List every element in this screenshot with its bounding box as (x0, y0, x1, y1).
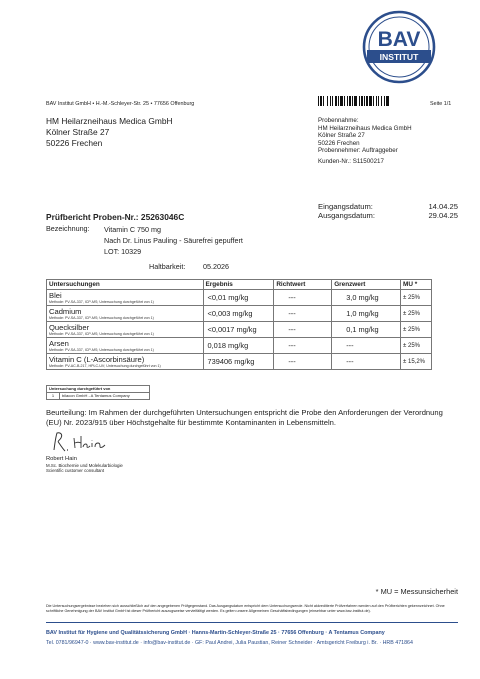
designation-label: Bezeichnung: (46, 224, 90, 233)
barcode-bar (389, 96, 390, 106)
test-name: Vitamin C (L-Ascorbinsäure) (49, 354, 145, 364)
date-received-label: Eingangsdatum: (318, 202, 373, 211)
result-cell: <0,003 mg/kg (203, 306, 274, 322)
table-row (47, 290, 432, 306)
test-cell (47, 290, 204, 306)
footer-company: BAV Institut für Hygiene und Qualitätssicherung GmbH · Hanns-Martin-Schleyer-Straße 25 · 77656 Offenburg · (46, 630, 329, 636)
disclaimer-text: Die Untersuchungsergebnisse beziehen sich ausschließlich auf den angegebenen Prüfgegenstand. Das Ausgangsdatum entspricht dem Untersuchungsende. Nicht akkreditierte Prüfverfahren werden auf den Prüfberichten gekennzeichnet. Ohne schriftliche Genehmigung der BAV Institut GmbH ist dieser Prüfbericht auszugsweise vervielfältigt werden. Es gelten unsere Allgemeinen Geschäftsbedingungen (einsehbar unter www.bav-institut.de). (46, 604, 445, 613)
guide-cell: --- (274, 354, 332, 370)
guide-cell: --- (274, 290, 332, 306)
result-cell: <0,01 mg/kg (203, 290, 274, 306)
test-cell (47, 338, 204, 354)
customer-number: Kunden-Nr.: S11500217 (318, 158, 384, 165)
performed-by-header: Untersuchung durchgeführt von (47, 386, 150, 393)
shelf-life-label: Haltbarkeit: (149, 262, 186, 271)
sender-line: BAV Institut GmbH • H.-M.-Schleyer-Str. 25 • 77656 Offenburg (46, 101, 195, 107)
test-method: Methode: PV-SA-337, ICP-MS; Untersuchung durchgeführt von 1) (49, 331, 154, 336)
table-row (47, 322, 432, 338)
date-issued (318, 211, 458, 220)
sampler-line: HM Heilarzneihaus Medica GmbH (318, 124, 412, 132)
footer-line-2: Tel. 0781/96947-0 · www.bav-institut.de · info@bav-institut.de · GF: Paul Andrei, Julia Paustian, Reiner Schneider · Amtsgericht Freiburg i. Br. · HRB 471864 (46, 640, 413, 646)
sampler-block (318, 117, 412, 155)
signature-block (46, 456, 123, 473)
signatory-title: M.Sc. Biochemie und Molekularbiologie (46, 463, 123, 468)
test-name: Blei (49, 290, 62, 300)
performed-by-number: 1 (47, 393, 60, 400)
designation-block (104, 224, 243, 257)
limit-cell: 1,0 mg/kg (332, 306, 401, 322)
designation-line: LOT: 10329 (104, 247, 142, 256)
signature-image (50, 430, 110, 459)
col-header: Ergebnis (203, 280, 274, 290)
test-name: Quecksilber (49, 322, 90, 332)
logo-text-institut: INSTITUT (379, 52, 419, 62)
footer-tentamus: A Tentamus Company (328, 630, 385, 636)
recipient-line: HM Heilarzneihaus Medica GmbH (46, 116, 173, 126)
signatory-role: Scientific customer consultant (46, 468, 105, 473)
limit-cell: 0,1 mg/kg (332, 322, 401, 338)
result-cell: 0,018 mg/kg (203, 338, 274, 354)
recipient-line: 50226 Frechen (46, 138, 103, 148)
limit-cell: 3,0 mg/kg (332, 290, 401, 306)
test-method: Methode: PV-AC-B-217, HPLC-UV; Untersuchung durchgeführt von 1) (49, 363, 161, 368)
bav-logo (362, 10, 436, 84)
guide-cell: --- (274, 338, 332, 354)
sampler-line: Probennahme: (318, 117, 359, 124)
table-row (47, 354, 432, 370)
test-cell (47, 322, 204, 338)
guide-cell: --- (274, 322, 332, 338)
limit-cell: --- (332, 338, 401, 354)
recipient-address (46, 116, 173, 149)
mu-cell: ± 25% (401, 338, 432, 354)
sampler-line: 50226 Frechen (318, 139, 360, 147)
report-title: Prüfbericht Proben-Nr.: 25263046C (46, 212, 185, 222)
barcode (318, 96, 420, 106)
designation-line: Vitamin C 750 mg (104, 225, 161, 234)
date-received (318, 202, 458, 211)
date-issued-label: Ausgangsdatum: (318, 211, 375, 220)
recipient-line: Kölner Straße 27 (46, 127, 110, 137)
designation-line: Nach Dr. Linus Pauling - Säurefrei gepuffert (104, 236, 243, 245)
test-method: Methode: PV-SA-337, ICP-MS; Untersuchung durchgeführt von 1) (49, 299, 154, 304)
table-row (47, 306, 432, 322)
table-header-row (47, 280, 432, 290)
sampler-line: Kölner Straße 27 (318, 132, 365, 139)
performed-by-row (47, 393, 150, 400)
table-row (47, 338, 432, 354)
signatory-name: Robert Hain (46, 456, 77, 462)
date-issued-value: 29.04.25 (428, 211, 458, 220)
result-cell: <0,0017 mg/kg (203, 322, 274, 338)
guide-cell: --- (274, 306, 332, 322)
performed-by-table (46, 385, 150, 400)
shelf-life-value: 05.2026 (203, 262, 229, 271)
mu-note: * MU = Messunsicherheit (375, 587, 458, 596)
performed-by-lab: bilacon GmbH - A Tentamus Company (60, 393, 150, 400)
col-header: Untersuchungen (47, 280, 204, 290)
col-header: Grenzwert (332, 280, 401, 290)
sampler-line: Probennehmer: Auftraggeber (318, 147, 398, 154)
assessment-text: Beurteilung: Im Rahmen der durchgeführten Untersuchungen entspricht die Probe den Anforderungen der Verordnung (EU) Nr. 2023/915 über Höchstgehalte für bestimmte Kontaminanten in Lebensmitteln. (46, 408, 443, 427)
test-cell (47, 306, 204, 322)
result-cell: 739406 mg/kg (203, 354, 274, 370)
date-received-value: 14.04.25 (428, 202, 458, 211)
footer-line-1 (46, 630, 466, 637)
test-method: Methode: PV-SA-337, ICP-MS; Untersuchung durchgeführt von 1) (49, 315, 154, 320)
test-name: Arsen (49, 338, 69, 348)
test-method: Methode: PV-SA-337, ICP-MS; Untersuchung durchgeführt von 1) (49, 347, 154, 352)
test-cell (47, 354, 204, 370)
performed-by-header-row (47, 386, 150, 393)
limit-cell: --- (332, 354, 401, 370)
col-header: MU * (401, 280, 432, 290)
test-name: Cadmium (49, 306, 82, 316)
mu-cell: ± 25% (401, 306, 432, 322)
logo-text-bav: BAV (377, 28, 421, 51)
mu-cell: ± 25% (401, 290, 432, 306)
mu-cell: ± 25% (401, 322, 432, 338)
col-header: Richtwert (274, 280, 332, 290)
results-table (46, 279, 432, 370)
mu-cell: ± 15,2% (401, 354, 432, 370)
footer-divider (46, 622, 458, 623)
page-info: Seite 1/1 (430, 101, 452, 107)
